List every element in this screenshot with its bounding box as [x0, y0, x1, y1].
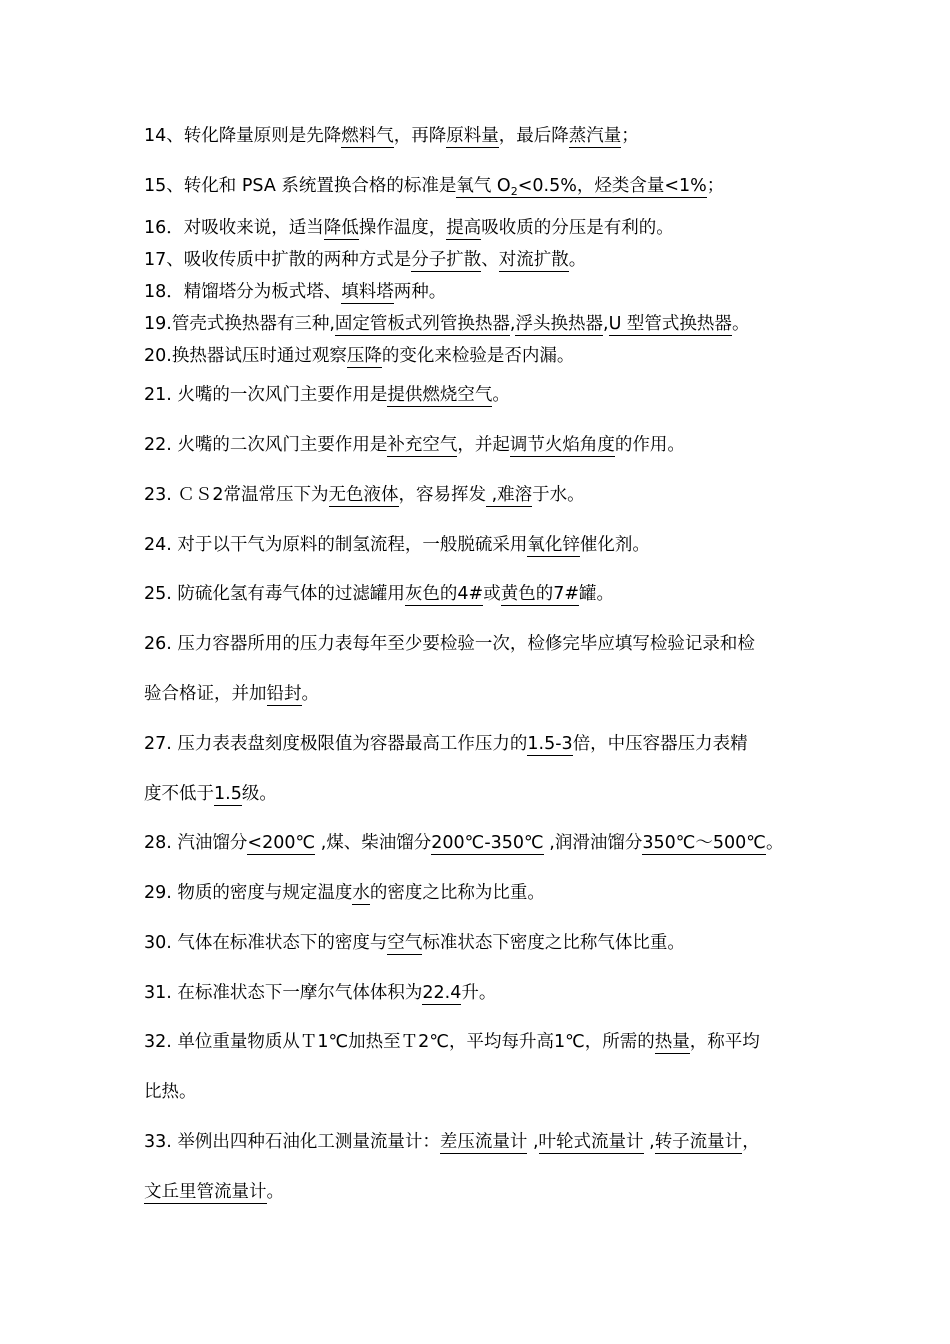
- item-23-text: 23. ＣＳ2常温常压下为: [144, 485, 329, 505]
- item-25-blank-2: 黄色的7#: [500, 584, 580, 604]
- item-28-blank-3: 350℃～500℃: [642, 833, 766, 853]
- item-26-blank-1: 铅封: [266, 684, 302, 704]
- item-28: [144, 831, 824, 855]
- item-27-cont: [144, 782, 824, 806]
- item-23-text-3: 于水。: [532, 485, 585, 505]
- item-31-text: 31. 在标准状态下一摩尔气体体积为: [144, 983, 423, 1003]
- item-24: [144, 533, 824, 557]
- item-18: [144, 280, 824, 304]
- item-25-text-3: 罐。: [579, 584, 615, 604]
- item-17-text-3: 。: [568, 250, 587, 270]
- item-21-blank-1: 提供燃烧空气: [387, 385, 493, 405]
- item-22-blank-1: 补充空气: [387, 435, 458, 455]
- item-29-blank-1: 水: [352, 883, 370, 903]
- item-19-text-3: ,: [602, 314, 609, 334]
- item-19-text: 19.管壳式换热器有三种,: [144, 314, 335, 334]
- item-21-text: 21. 火嘴的一次风门主要作用是: [144, 385, 388, 405]
- item-19-blank-1: 固定管板式列管换热器: [334, 314, 510, 334]
- item-23-text-2: ，容易挥发: [398, 485, 487, 505]
- item-16-blank-2: 提高: [446, 218, 482, 238]
- item-23-blank-1: 无色液体: [328, 485, 399, 505]
- item-27-blank-1: 1.5-3: [527, 734, 573, 754]
- item-27-text-3: 度不低于: [144, 784, 214, 804]
- item-33-text-4: ，: [742, 1132, 760, 1152]
- item-15-blank-text-2: <0.5%，烃类含量<1%: [517, 176, 707, 196]
- item-33-text-5: 。: [266, 1182, 284, 1202]
- item-21: [144, 383, 824, 407]
- item-26-text-3: 。: [301, 684, 319, 704]
- item-15-subscript: 2: [510, 185, 518, 198]
- item-33-blank-3: 转子流量计: [654, 1132, 743, 1152]
- item-19-blank-3: U 型管式换热器: [608, 314, 732, 334]
- item-18-blank-1: 填料塔: [341, 282, 394, 302]
- item-14: [144, 124, 824, 148]
- item-22-text-3: 的作用。: [614, 435, 685, 455]
- item-16-text-3: 吸收质的分压是有利的。: [481, 218, 674, 238]
- item-25-blank-1: 灰色的4#: [404, 584, 484, 604]
- item-14-blank-2: 原料量: [446, 126, 499, 146]
- item-30-text-2: 标准状态下密度之比称气体比重。: [422, 933, 685, 953]
- item-33-text: 33. 举例出四种石油化工测量流量计：: [144, 1132, 440, 1152]
- item-14-text-3: ，最后降: [498, 126, 569, 146]
- item-15: [144, 174, 824, 198]
- item-27: [144, 732, 824, 756]
- item-24-text-2: 催化剂。: [579, 535, 650, 555]
- item-33-text-2: ,: [527, 1132, 539, 1152]
- item-28-text-2: ,煤、柴油馏分: [315, 833, 432, 853]
- item-25-text: 25. 防硫化氢有毒气体的过滤罐用: [144, 584, 405, 604]
- item-33-blank-1: 差压流量计: [439, 1132, 528, 1152]
- item-17-blank-2: 对流扩散: [498, 250, 569, 270]
- item-16-text: 16．对吸收来说，适当: [144, 218, 324, 238]
- item-27-text-4: 级。: [241, 784, 277, 804]
- item-20-blank-1: 压降: [346, 346, 382, 366]
- item-17-blank-1: 分子扩散: [411, 250, 482, 270]
- item-26-text: 26. 压力容器所用的压力表每年至少要检验一次，检修完毕应填写检验记录和检: [144, 634, 755, 654]
- item-15-text: 15、转化和 PSA 系统置换合格的标准是: [144, 176, 457, 196]
- item-32-text: 32. 单位重量物质从Ｔ1℃加热至Ｔ2℃，平均每升高1℃，所需的: [144, 1032, 655, 1052]
- item-26: [144, 632, 824, 656]
- item-28-text-3: ,润滑油馏分: [543, 833, 643, 853]
- item-33: [144, 1130, 824, 1154]
- item-19-blank-2: 浮头换热器: [515, 314, 603, 334]
- item-25-text-2: 或: [483, 584, 501, 604]
- item-28-blank-1: <200℃: [247, 833, 316, 853]
- item-22-text-2: ，并起: [457, 435, 510, 455]
- item-19-text-2: ,: [509, 314, 516, 334]
- item-20: [144, 344, 824, 368]
- item-28-text: 28. 汽油馏分: [144, 833, 248, 853]
- item-27-text: 27. 压力表表盘刻度极限值为容器最高工作压力的: [144, 734, 528, 754]
- item-31: [144, 981, 824, 1005]
- item-26-cont: [144, 682, 824, 706]
- item-17-text-2: 、: [481, 250, 499, 270]
- item-14-text-2: ，再降: [393, 126, 447, 146]
- item-27-blank-2: 1.5: [214, 784, 242, 804]
- item-24-text: 24. 对于以干气为原料的制氢流程，一般脱硫采用: [144, 535, 528, 555]
- item-22: [144, 433, 824, 457]
- item-29-text-2: 的密度之比称为比重。: [369, 883, 545, 903]
- item-29: [144, 881, 824, 905]
- item-14-blank-3: 蒸汽量: [568, 126, 622, 146]
- item-31-text-2: 升。: [461, 983, 497, 1003]
- item-18-text: 18．精馏塔分为板式塔、: [144, 282, 342, 302]
- item-26-text-2: 验合格证，并加: [144, 684, 267, 704]
- item-30: [144, 931, 824, 955]
- item-28-text-4: 。: [765, 833, 784, 853]
- item-19: [144, 312, 824, 336]
- item-15-blank-text: 氧气 O: [456, 176, 511, 196]
- item-16-text-2: 操作温度，: [358, 218, 447, 238]
- item-30-text: 30. 气体在标准状态下的密度与: [144, 933, 388, 953]
- item-32-text-2: ，称平均: [689, 1032, 760, 1052]
- item-19-text-4: 。: [731, 314, 750, 334]
- item-25: [144, 582, 824, 606]
- item-18-text-2: 两种。: [393, 282, 447, 302]
- item-16-blank-1: 降低: [323, 218, 359, 238]
- item-24-blank-1: 氧化锌: [527, 535, 580, 555]
- item-33-text-3: ,: [643, 1132, 655, 1152]
- item-17: [144, 248, 824, 272]
- item-20-text: 20.换热器试压时通过观察: [144, 346, 347, 366]
- item-22-text: 22. 火嘴的二次风门主要作用是: [144, 435, 388, 455]
- item-33-blank-4: 文丘里管流量计: [144, 1182, 267, 1202]
- item-32-text-3: 比热。: [144, 1082, 197, 1102]
- item-14-blank-1: 燃料气: [341, 126, 394, 146]
- item-21-text-2: 。: [492, 385, 510, 405]
- item-28-blank-2: 200℃-350℃: [431, 833, 544, 853]
- item-23: [144, 483, 824, 507]
- item-23-blank-2: ,难溶: [486, 485, 533, 505]
- item-16: [144, 216, 824, 240]
- item-32-blank-1: 热量: [654, 1032, 690, 1052]
- item-22-blank-2: 调节火焰角度: [509, 435, 615, 455]
- item-15-text-2: ；: [706, 176, 725, 196]
- item-20-text-2: 的变化来检验是否内漏。: [381, 346, 575, 366]
- item-17-text: 17、吸收传质中扩散的两种方式是: [144, 250, 412, 270]
- item-33-blank-2: 叶轮式流量计: [538, 1132, 644, 1152]
- item-14-text: 14、转化降量原则是先降: [144, 126, 342, 146]
- item-31-blank-1: 22.4: [422, 983, 462, 1003]
- item-30-blank-1: 空气: [387, 933, 423, 953]
- item-27-text-2: 倍，中压容器压力表精: [572, 734, 748, 754]
- item-29-text: 29. 物质的密度与规定温度: [144, 883, 353, 903]
- item-32-cont: [144, 1080, 824, 1104]
- item-33-cont: [144, 1180, 824, 1204]
- item-32: [144, 1030, 824, 1054]
- item-14-text-4: ；: [621, 126, 639, 146]
- item-15-blank-1: [456, 176, 706, 198]
